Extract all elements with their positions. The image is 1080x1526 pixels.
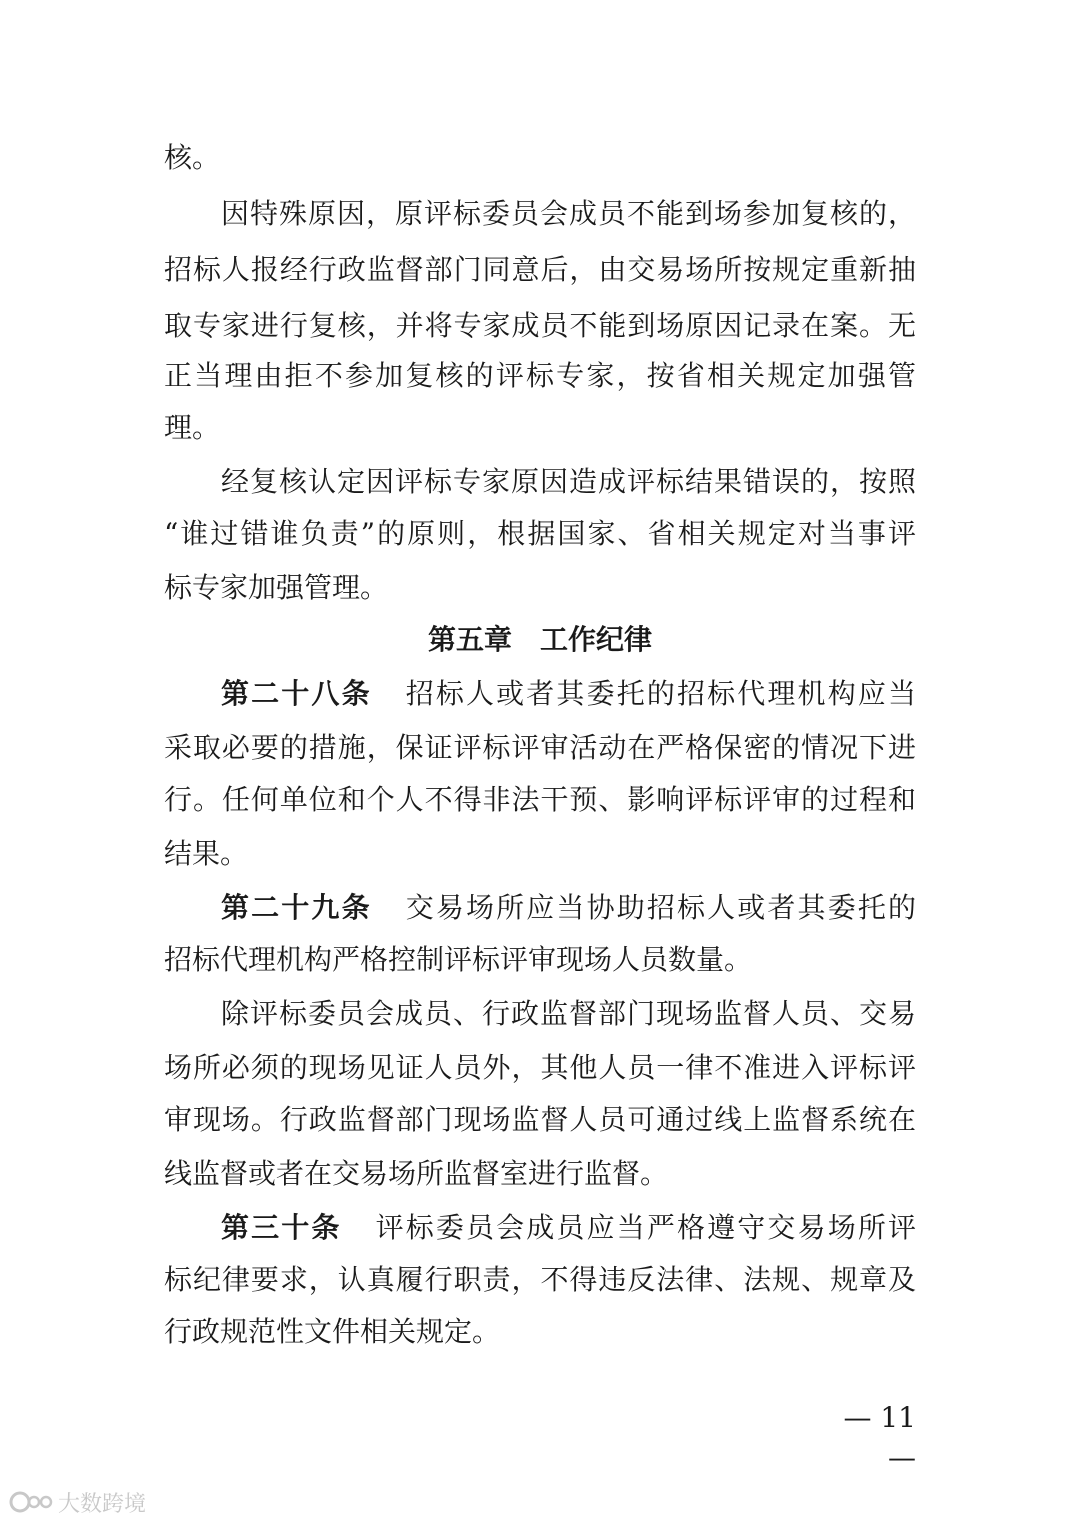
watermark — [8, 1486, 146, 1518]
text-line: 标纪律要求，认真履行职责，不得违反法律、法规、规章及 — [164, 1263, 916, 1296]
article-label: 第三十条 — [221, 1211, 342, 1244]
text-line: 审现场。行政监督部门现场监督人员可通过线上监督系统在 — [164, 1103, 916, 1136]
text-line: 招标人报经行政监督部门同意后，由交易场所按规定重新抽 — [164, 253, 916, 286]
chapter-number: 第五章 — [427, 623, 512, 656]
text-line: 除评标委员会成员、行政监督部门现场监督人员、交易 — [221, 997, 916, 1030]
text-line: 线监督或者在交易场所监督室进行监督。 — [164, 1157, 669, 1190]
article-line — [221, 674, 916, 714]
text-line: 场所必须的现场见证人员外，其他人员一律不准进入评标评 — [164, 1051, 916, 1084]
text-line: 行。任何单位和个人不得非法干预、影响评标评审的过程和 — [164, 783, 916, 816]
text-line: 因特殊原因，原评标委员会成员不能到场参加复核的， — [221, 197, 916, 230]
article-text: 评标委员会成员应当严格遵守交易场所评 — [375, 1211, 916, 1244]
text-line: 正当理由拒不参加复核的评标专家，按省相关规定加强管 — [164, 359, 916, 392]
article-label: 第二十九条 — [221, 891, 372, 924]
text-line: 核。 — [164, 141, 221, 174]
article-line — [221, 1208, 916, 1248]
text-line: 招标代理机构严格控制评标评审现场人员数量。 — [164, 943, 753, 976]
chapter-title: 工作纪律 — [540, 623, 653, 656]
logo-icon — [8, 1488, 54, 1516]
text-line: 标专家加强管理。 — [164, 571, 389, 604]
article-text: 交易场所应当协助招标人或者其委托的 — [405, 891, 916, 924]
text-line: “谁过错谁负责”的原则，根据国家、省相关规定对当事评 — [164, 517, 916, 550]
article-text: 招标人或者其委托的招标代理机构应当 — [405, 677, 916, 710]
text-line: 取专家进行复核，并将专家成员不能到场原因记录在案。无 — [164, 309, 916, 342]
text-line: 行政规范性文件相关规定。 — [164, 1315, 501, 1348]
chapter-heading — [0, 620, 1080, 660]
watermark-text: 大数跨境 — [58, 1491, 147, 1517]
text-line: 采取必要的措施，保证评标评审活动在严格保密的情况下进 — [164, 731, 916, 764]
article-label: 第二十八条 — [221, 677, 372, 710]
text-line: 经复核认定因评标专家原因造成评标结果错误的，按照 — [221, 465, 916, 498]
text-line: 结果。 — [164, 837, 249, 870]
article-line — [221, 888, 916, 928]
text-line: 理。 — [164, 411, 221, 444]
page-number: — 11 — — [843, 1401, 916, 1474]
